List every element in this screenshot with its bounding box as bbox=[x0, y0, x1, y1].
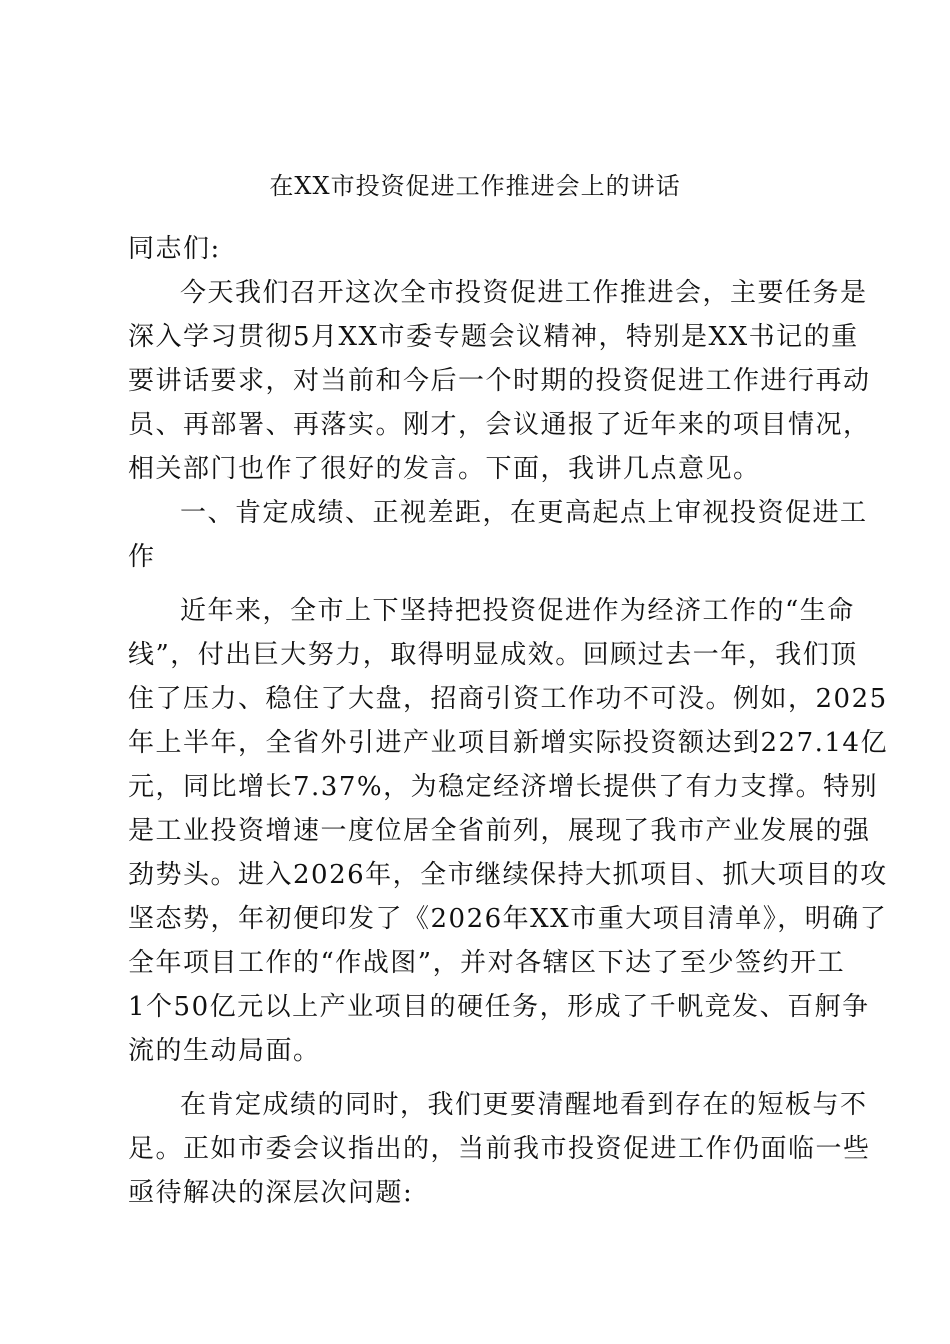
section-heading-line: 一、肯定成绩、正视差距，在更高起点上审视投资促进工 bbox=[180, 498, 868, 528]
paragraph-line: 要讲话要求，对当前和今后一个时期的投资促进工作进行再动 bbox=[128, 366, 871, 396]
paragraph-line: 线”，付出巨大努力，取得明显成效。回顾过去一年，我们顶 bbox=[128, 640, 858, 670]
paragraph-line: 在肯定成绩的同时，我们更要清醒地看到存在的短板与不 bbox=[180, 1090, 868, 1120]
paragraph-line: 1个50亿元以上产业项目的硬任务，形成了千帆竞发、百舸争 bbox=[128, 992, 870, 1022]
document-title: 在XX市投资促进工作推进会上的讲话 bbox=[269, 172, 681, 200]
paragraph-line: 元，同比增长7.37%，为稳定经济增长提供了有力支撑。特别 bbox=[128, 772, 879, 802]
section-heading-line: 作 bbox=[128, 542, 156, 572]
paragraph-line: 相关部门也作了很好的发言。下面，我讲几点意见。 bbox=[128, 454, 761, 484]
paragraph-line: 员、再部署、再落实。刚才，会议通报了近年来的项目情况， bbox=[128, 410, 871, 440]
salutation: 同志们: bbox=[128, 234, 221, 264]
paragraph-line: 今天我们召开这次全市投资促进工作推进会，主要任务是 bbox=[180, 278, 868, 308]
paragraph-line: 深入学习贯彻5月XX市委专题会议精神，特别是XX书记的重 bbox=[128, 322, 859, 352]
paragraph-line: 近年来，全市上下坚持把投资促进作为经济工作的“生命 bbox=[180, 596, 855, 626]
paragraph-line: 坚态势，年初便印发了《2026年XX市重大项目清单》，明确了 bbox=[128, 904, 888, 934]
document-body bbox=[128, 227, 888, 1215]
paragraph-line: 全年项目工作的“作战图”，并对各辖区下达了至少签约开工 bbox=[128, 948, 846, 978]
paragraph-line: 年上半年，全省外引进产业项目新增实际投资额达到227.14亿 bbox=[128, 728, 888, 758]
paragraph-line: 亟待解决的深层次问题: bbox=[128, 1178, 414, 1208]
paragraph-line: 是工业投资增速一度位居全省前列，展现了我市产业发展的强 bbox=[128, 816, 871, 846]
paragraph-line: 流的生动局面。 bbox=[128, 1036, 321, 1066]
paragraph-line: 住了压力、稳住了大盘，招商引资工作功不可没。例如，2025 bbox=[128, 684, 888, 714]
paragraph-line: 足。正如市委会议指出的，当前我市投资促进工作仍面临一些 bbox=[128, 1134, 871, 1164]
paragraph-line: 劲势头。进入2026年，全市继续保持大抓项目、抓大项目的攻 bbox=[128, 860, 888, 890]
